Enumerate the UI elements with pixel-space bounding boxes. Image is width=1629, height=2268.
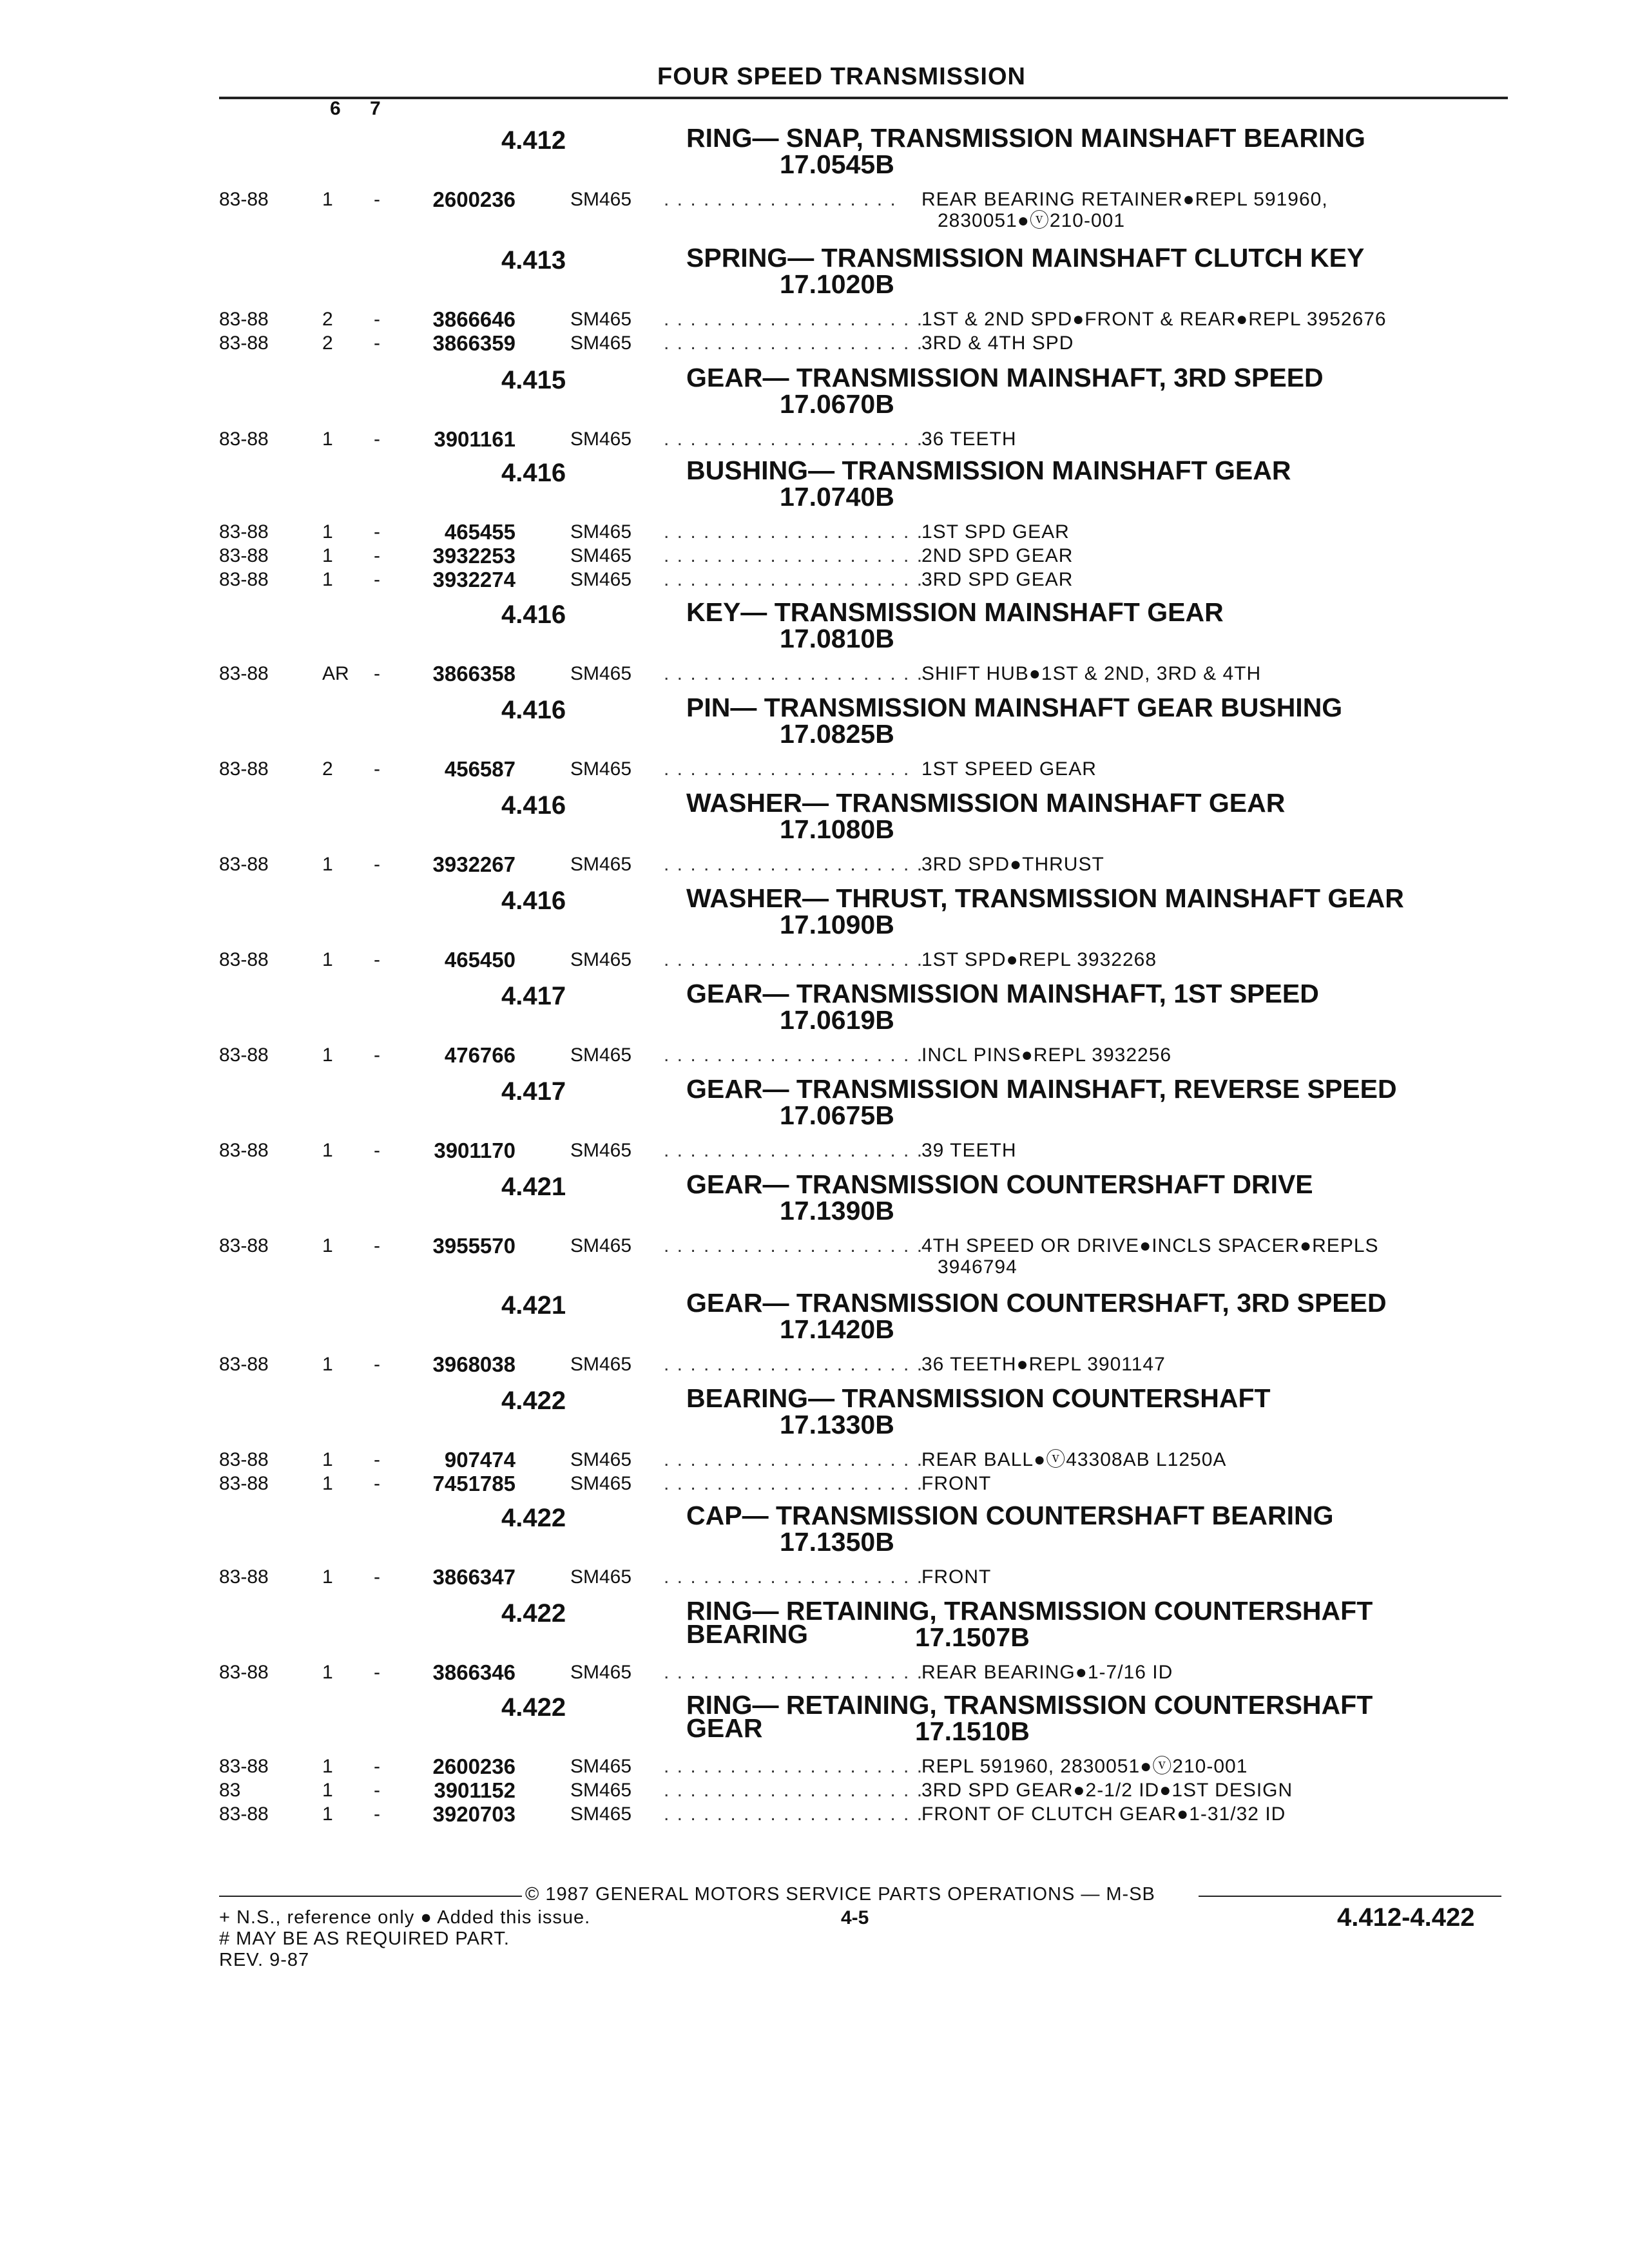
transmission-model: SM465 (570, 1780, 632, 1801)
leader-dots: . . . . . . . . . . . . . . . . . . . . (664, 1662, 924, 1683)
quantity: 1 (322, 189, 333, 210)
group-code: 17.0675B (780, 1100, 894, 1130)
part-description: 3946794 (938, 1256, 1017, 1278)
figure-range: 4.412-4.422 (1337, 1903, 1475, 1932)
model-year: 83-88 (219, 428, 269, 450)
model-year: 83 (219, 1780, 241, 1801)
part-number: 3901161 (434, 427, 516, 451)
group-title-line: GEAR (686, 1713, 763, 1743)
group-title-line: GEAR— TRANSMISSION COUNTERSHAFT DRIVE (686, 1169, 1313, 1199)
group-title-line: SPRING— TRANSMISSION MAINSHAFT CLUTCH KEY (686, 243, 1365, 273)
group-title-line: GEAR— TRANSMISSION MAINSHAFT, 3RD SPEED (686, 363, 1324, 392)
figure-number: 4.416 (501, 601, 566, 629)
separator: - (374, 332, 380, 354)
part-description: INCL PINS●REPL 3932256 (921, 1044, 1172, 1066)
quantity: 1 (322, 1449, 333, 1470)
leader-dots: . . . . . . . . . . . . . . . . . . . . (664, 1140, 924, 1161)
model-year: 83-88 (219, 663, 269, 684)
quantity: AR (322, 663, 349, 684)
group-title-line: WASHER— TRANSMISSION MAINSHAFT GEAR (686, 788, 1286, 818)
separator: - (374, 545, 380, 566)
page-title: FOUR SPEED TRANSMISSION (657, 63, 1026, 90)
quantity: 2 (322, 332, 333, 354)
transmission-model: SM465 (570, 569, 632, 590)
part-description: 1ST SPD●REPL 3932268 (921, 949, 1157, 970)
transmission-model: SM465 (570, 1566, 632, 1588)
leader-dots: . . . . . . . . . . . . . . . . . . . . (664, 1449, 924, 1470)
group-title (686, 1169, 1524, 1199)
leader-dots: . . . . . . . . . . . . . . . . . . . . (664, 569, 924, 590)
quantity: 1 (322, 1473, 333, 1494)
part-number: 456587 (444, 757, 516, 781)
group-code: 17.1080B (780, 814, 894, 844)
transmission-model: SM465 (570, 545, 632, 566)
group-code: 17.0740B (780, 482, 894, 512)
model-year: 83-88 (219, 1803, 269, 1825)
separator: - (374, 1780, 380, 1801)
part-number: 3866346 (432, 1660, 516, 1684)
part-description: REPL 591960, 2830051●ⓥ210-001 (921, 1756, 1248, 1777)
group-code: 17.1090B (780, 910, 894, 939)
part-description: FRONT (921, 1566, 992, 1588)
quantity: 1 (322, 1566, 333, 1588)
separator: - (374, 758, 380, 780)
group-title-line: RING— RETAINING, TRANSMISSION COUNTERSHAFT (686, 1690, 1373, 1720)
figure-number: 4.421 (501, 1291, 566, 1320)
part-description: 2ND SPD GEAR (921, 545, 1074, 566)
quantity: 1 (322, 1044, 333, 1066)
model-year: 83-88 (219, 521, 269, 543)
part-description: 39 TEETH (921, 1140, 1017, 1161)
transmission-model: SM465 (570, 1473, 632, 1494)
group-title-line: GEAR— TRANSMISSION COUNTERSHAFT, 3RD SPEED (686, 1288, 1387, 1318)
quantity: 1 (322, 1235, 333, 1256)
separator: - (374, 189, 380, 210)
part-description: 2830051●ⓥ210-001 (938, 210, 1126, 231)
separator: - (374, 569, 380, 590)
quantity: 1 (322, 1662, 333, 1683)
quantity: 1 (322, 1780, 333, 1801)
quantity: 1 (322, 854, 333, 875)
figure-number: 4.422 (501, 1693, 566, 1722)
leader-dots: . . . . . . . . . . . . . . . . . . . . (664, 1044, 924, 1066)
model-year: 83-88 (219, 332, 269, 354)
group-title (686, 1596, 1524, 1649)
leader-dots: . . . . . . . . . . . . . . . . . . . . (664, 521, 924, 543)
part-number: 2600236 (432, 187, 516, 211)
legend-as-required: # MAY BE AS REQUIRED PART. (219, 1928, 510, 1949)
model-year: 83-88 (219, 758, 269, 780)
part-number: 465450 (444, 948, 516, 972)
leader-dots: . . . . . . . . . . . . . . . . . . . . (664, 1354, 924, 1375)
group-title (686, 243, 1524, 273)
separator: - (374, 854, 380, 875)
column-7-header: 7 (370, 98, 381, 119)
transmission-model: SM465 (570, 758, 632, 780)
group-code: 17.0545B (780, 149, 894, 179)
part-number: 3968038 (432, 1352, 516, 1376)
figure-number: 4.417 (501, 982, 566, 1010)
separator: - (374, 1354, 380, 1375)
transmission-model: SM465 (570, 854, 632, 875)
model-year: 83-88 (219, 1566, 269, 1588)
leader-dots: . . . . . . . . . . . . . . . . . . . . (664, 1803, 924, 1825)
model-year: 83-88 (219, 1756, 269, 1777)
model-year: 83-88 (219, 1449, 269, 1470)
model-year: 83-88 (219, 1354, 269, 1375)
model-year: 83-88 (219, 545, 269, 566)
separator: - (374, 1044, 380, 1066)
revision-date: REV. 9-87 (219, 1950, 310, 1970)
quantity: 1 (322, 1803, 333, 1825)
leader-dots: . . . . . . . . . . . . . . . . . . . . (664, 332, 924, 354)
leader-dots: . . . . . . . . . . . . . . . . . . . (664, 758, 911, 780)
quantity: 1 (322, 428, 333, 450)
leader-dots: . . . . . . . . . . . . . . . . . . . . (664, 663, 924, 684)
model-year: 83-88 (219, 1662, 269, 1683)
part-number: 465455 (444, 520, 516, 544)
part-number: 3866646 (432, 307, 516, 331)
part-description: FRONT (921, 1473, 992, 1494)
transmission-model: SM465 (570, 189, 632, 210)
leader-dots: . . . . . . . . . . . . . . . . . . . . (664, 545, 924, 566)
part-description: 1ST SPEED GEAR (921, 758, 1097, 780)
figure-number: 4.422 (501, 1504, 566, 1532)
leader-dots: . . . . . . . . . . . . . . . . . . . . (664, 1235, 924, 1256)
separator: - (374, 1449, 380, 1470)
part-description: FRONT OF CLUTCH GEAR●1-31/32 ID (921, 1803, 1286, 1825)
model-year: 83-88 (219, 1235, 269, 1256)
group-code: 17.0825B (780, 719, 894, 749)
figure-number: 4.421 (501, 1173, 566, 1201)
group-code: 17.0810B (780, 624, 894, 653)
group-title (686, 1074, 1524, 1104)
part-number: 3901152 (434, 1778, 516, 1802)
part-description: 3RD & 4TH SPD (921, 332, 1074, 354)
part-number: 3901170 (434, 1139, 516, 1162)
column-6-header: 6 (330, 98, 341, 119)
model-year: 83-88 (219, 949, 269, 970)
quantity: 1 (322, 1140, 333, 1161)
model-year: 83-88 (219, 569, 269, 590)
group-title (686, 1383, 1524, 1413)
quantity: 1 (322, 521, 333, 543)
part-number: 7451785 (432, 1472, 516, 1495)
group-title-line: RING— SNAP, TRANSMISSION MAINSHAFT BEARING (686, 123, 1365, 153)
part-number: 2600236 (432, 1754, 516, 1778)
part-description: REAR BALL●ⓥ43308AB L1250A (921, 1449, 1227, 1470)
part-number: 476766 (444, 1043, 516, 1067)
figure-number: 4.415 (501, 366, 566, 394)
separator: - (374, 663, 380, 684)
part-number: 3955570 (432, 1234, 516, 1258)
transmission-model: SM465 (570, 1756, 632, 1777)
part-description: 36 TEETH●REPL 3901147 (921, 1354, 1166, 1375)
transmission-model: SM465 (570, 1803, 632, 1825)
group-title-line: PIN— TRANSMISSION MAINSHAFT GEAR BUSHING (686, 693, 1343, 722)
group-title-line: GEAR— TRANSMISSION MAINSHAFT, 1ST SPEED (686, 979, 1319, 1008)
group-code: 17.1330B (780, 1410, 894, 1439)
separator: - (374, 949, 380, 970)
page-number: 4-5 (841, 1907, 869, 1928)
transmission-model: SM465 (570, 332, 632, 354)
group-title (686, 1288, 1524, 1318)
figure-number: 4.417 (501, 1077, 566, 1106)
transmission-model: SM465 (570, 949, 632, 970)
group-title-line: CAP— TRANSMISSION COUNTERSHAFT BEARING (686, 1501, 1334, 1530)
model-year: 83-88 (219, 854, 269, 875)
transmission-model: SM465 (570, 663, 632, 684)
part-number: 907474 (444, 1448, 516, 1472)
group-code: 17.1390B (780, 1196, 894, 1225)
group-title (686, 883, 1524, 913)
part-description: 3RD SPD●THRUST (921, 854, 1104, 875)
figure-number: 4.412 (501, 126, 566, 155)
quantity: 1 (322, 1354, 333, 1375)
part-number: 3932253 (432, 544, 516, 568)
leader-dots: . . . . . . . . . . . . . . . . . . . . (664, 1780, 924, 1801)
figure-number: 4.416 (501, 696, 566, 724)
leader-dots: . . . . . . . . . . . . . . . . . . . . (664, 854, 924, 875)
group-title (686, 123, 1524, 153)
group-title (686, 979, 1524, 1008)
footer-rule-right (1199, 1896, 1501, 1897)
leader-dots: . . . . . . . . . . . . . . . . . . . . (664, 1756, 924, 1777)
quantity: 1 (322, 949, 333, 970)
group-title-line: KEY— TRANSMISSION MAINSHAFT GEAR (686, 597, 1224, 627)
group-title-line: BUSHING— TRANSMISSION MAINSHAFT GEAR (686, 456, 1291, 485)
quantity: 2 (322, 309, 333, 330)
part-number: 3866347 (432, 1565, 516, 1589)
figure-number: 4.413 (501, 246, 566, 274)
separator: - (374, 309, 380, 330)
group-code: 17.0619B (780, 1005, 894, 1035)
separator: - (374, 1756, 380, 1777)
group-title-line: BEARING— TRANSMISSION COUNTERSHAFT (686, 1383, 1271, 1413)
part-number: 3932274 (432, 568, 516, 591)
legend-not-serviced: + N.S., reference only ● Added this issue. (219, 1907, 591, 1928)
separator: - (374, 1566, 380, 1588)
quantity: 1 (322, 569, 333, 590)
group-title (686, 597, 1524, 627)
group-code: 17.1507B (915, 1622, 1030, 1652)
part-number: 3920703 (432, 1802, 516, 1826)
group-code: 17.1510B (915, 1716, 1030, 1746)
transmission-model: SM465 (570, 1044, 632, 1066)
transmission-model: SM465 (570, 428, 632, 450)
transmission-model: SM465 (570, 1235, 632, 1256)
model-year: 83-88 (219, 189, 269, 210)
quantity: 1 (322, 545, 333, 566)
part-description: 1ST & 2ND SPD●FRONT & REAR●REPL 3952676 (921, 309, 1387, 330)
leader-dots: . . . . . . . . . . . . . . . . . . . . (664, 428, 924, 450)
transmission-model: SM465 (570, 1449, 632, 1470)
group-code: 17.1420B (780, 1314, 894, 1344)
group-title (686, 363, 1524, 392)
group-title (686, 1501, 1524, 1530)
group-title (686, 1690, 1524, 1743)
part-number: 3866358 (432, 662, 516, 686)
transmission-model: SM465 (570, 1354, 632, 1375)
separator: - (374, 428, 380, 450)
group-title-line: RING— RETAINING, TRANSMISSION COUNTERSHAFT (686, 1596, 1373, 1626)
separator: - (374, 521, 380, 543)
leader-dots: . . . . . . . . . . . . . . . . . . (664, 189, 897, 210)
group-title-line: WASHER— THRUST, TRANSMISSION MAINSHAFT GEAR (686, 883, 1404, 913)
transmission-model: SM465 (570, 1662, 632, 1683)
leader-dots: . . . . . . . . . . . . . . . . . . . . (664, 949, 924, 970)
part-description: 36 TEETH (921, 428, 1017, 450)
transmission-model: SM465 (570, 1140, 632, 1161)
group-title-line: GEAR— TRANSMISSION MAINSHAFT, REVERSE SPEED (686, 1074, 1397, 1104)
part-description: 1ST SPD GEAR (921, 521, 1070, 543)
group-code: 17.0670B (780, 389, 894, 419)
model-year: 83-88 (219, 1140, 269, 1161)
figure-number: 4.416 (501, 887, 566, 915)
separator: - (374, 1235, 380, 1256)
transmission-model: SM465 (570, 309, 632, 330)
group-title (686, 456, 1524, 485)
part-number: 3866359 (432, 331, 516, 355)
leader-dots: . . . . . . . . . . . . . . . . . . . . (664, 309, 924, 330)
figure-number: 4.416 (501, 459, 566, 487)
model-year: 83-88 (219, 1044, 269, 1066)
model-year: 83-88 (219, 1473, 269, 1494)
part-description: 3RD SPD GEAR (921, 569, 1074, 590)
group-code: 17.1350B (780, 1527, 894, 1557)
quantity: 1 (322, 1756, 333, 1777)
group-code: 17.1020B (780, 269, 894, 299)
footer-rule-left (219, 1896, 522, 1897)
group-title (686, 788, 1524, 818)
group-title-line: BEARING (686, 1619, 809, 1649)
group-title (686, 693, 1524, 722)
model-year: 83-88 (219, 309, 269, 330)
leader-dots: . . . . . . . . . . . . . . . . . . . . (664, 1566, 924, 1588)
part-description: REAR BEARING●1-7/16 ID (921, 1662, 1173, 1683)
part-description: SHIFT HUB●1ST & 2ND, 3RD & 4TH (921, 663, 1262, 684)
part-description: 4TH SPEED OR DRIVE●INCLS SPACER●REPLS (921, 1235, 1379, 1256)
part-description: REAR BEARING RETAINER●REPL 591960, (921, 189, 1328, 210)
leader-dots: . . . . . . . . . . . . . . . . . . . . (664, 1473, 924, 1494)
part-description: 3RD SPD GEAR●2-1/2 ID●1ST DESIGN (921, 1780, 1293, 1801)
figure-number: 4.416 (501, 791, 566, 820)
figure-number: 4.422 (501, 1387, 566, 1415)
separator: - (374, 1662, 380, 1683)
part-number: 3932267 (432, 852, 516, 876)
copyright-line: © 1987 GENERAL MOTORS SERVICE PARTS OPERATIONS — M-SB (525, 1884, 1155, 1905)
transmission-model: SM465 (570, 521, 632, 543)
separator: - (374, 1803, 380, 1825)
separator: - (374, 1473, 380, 1494)
separator: - (374, 1140, 380, 1161)
figure-number: 4.422 (501, 1599, 566, 1628)
quantity: 2 (322, 758, 333, 780)
